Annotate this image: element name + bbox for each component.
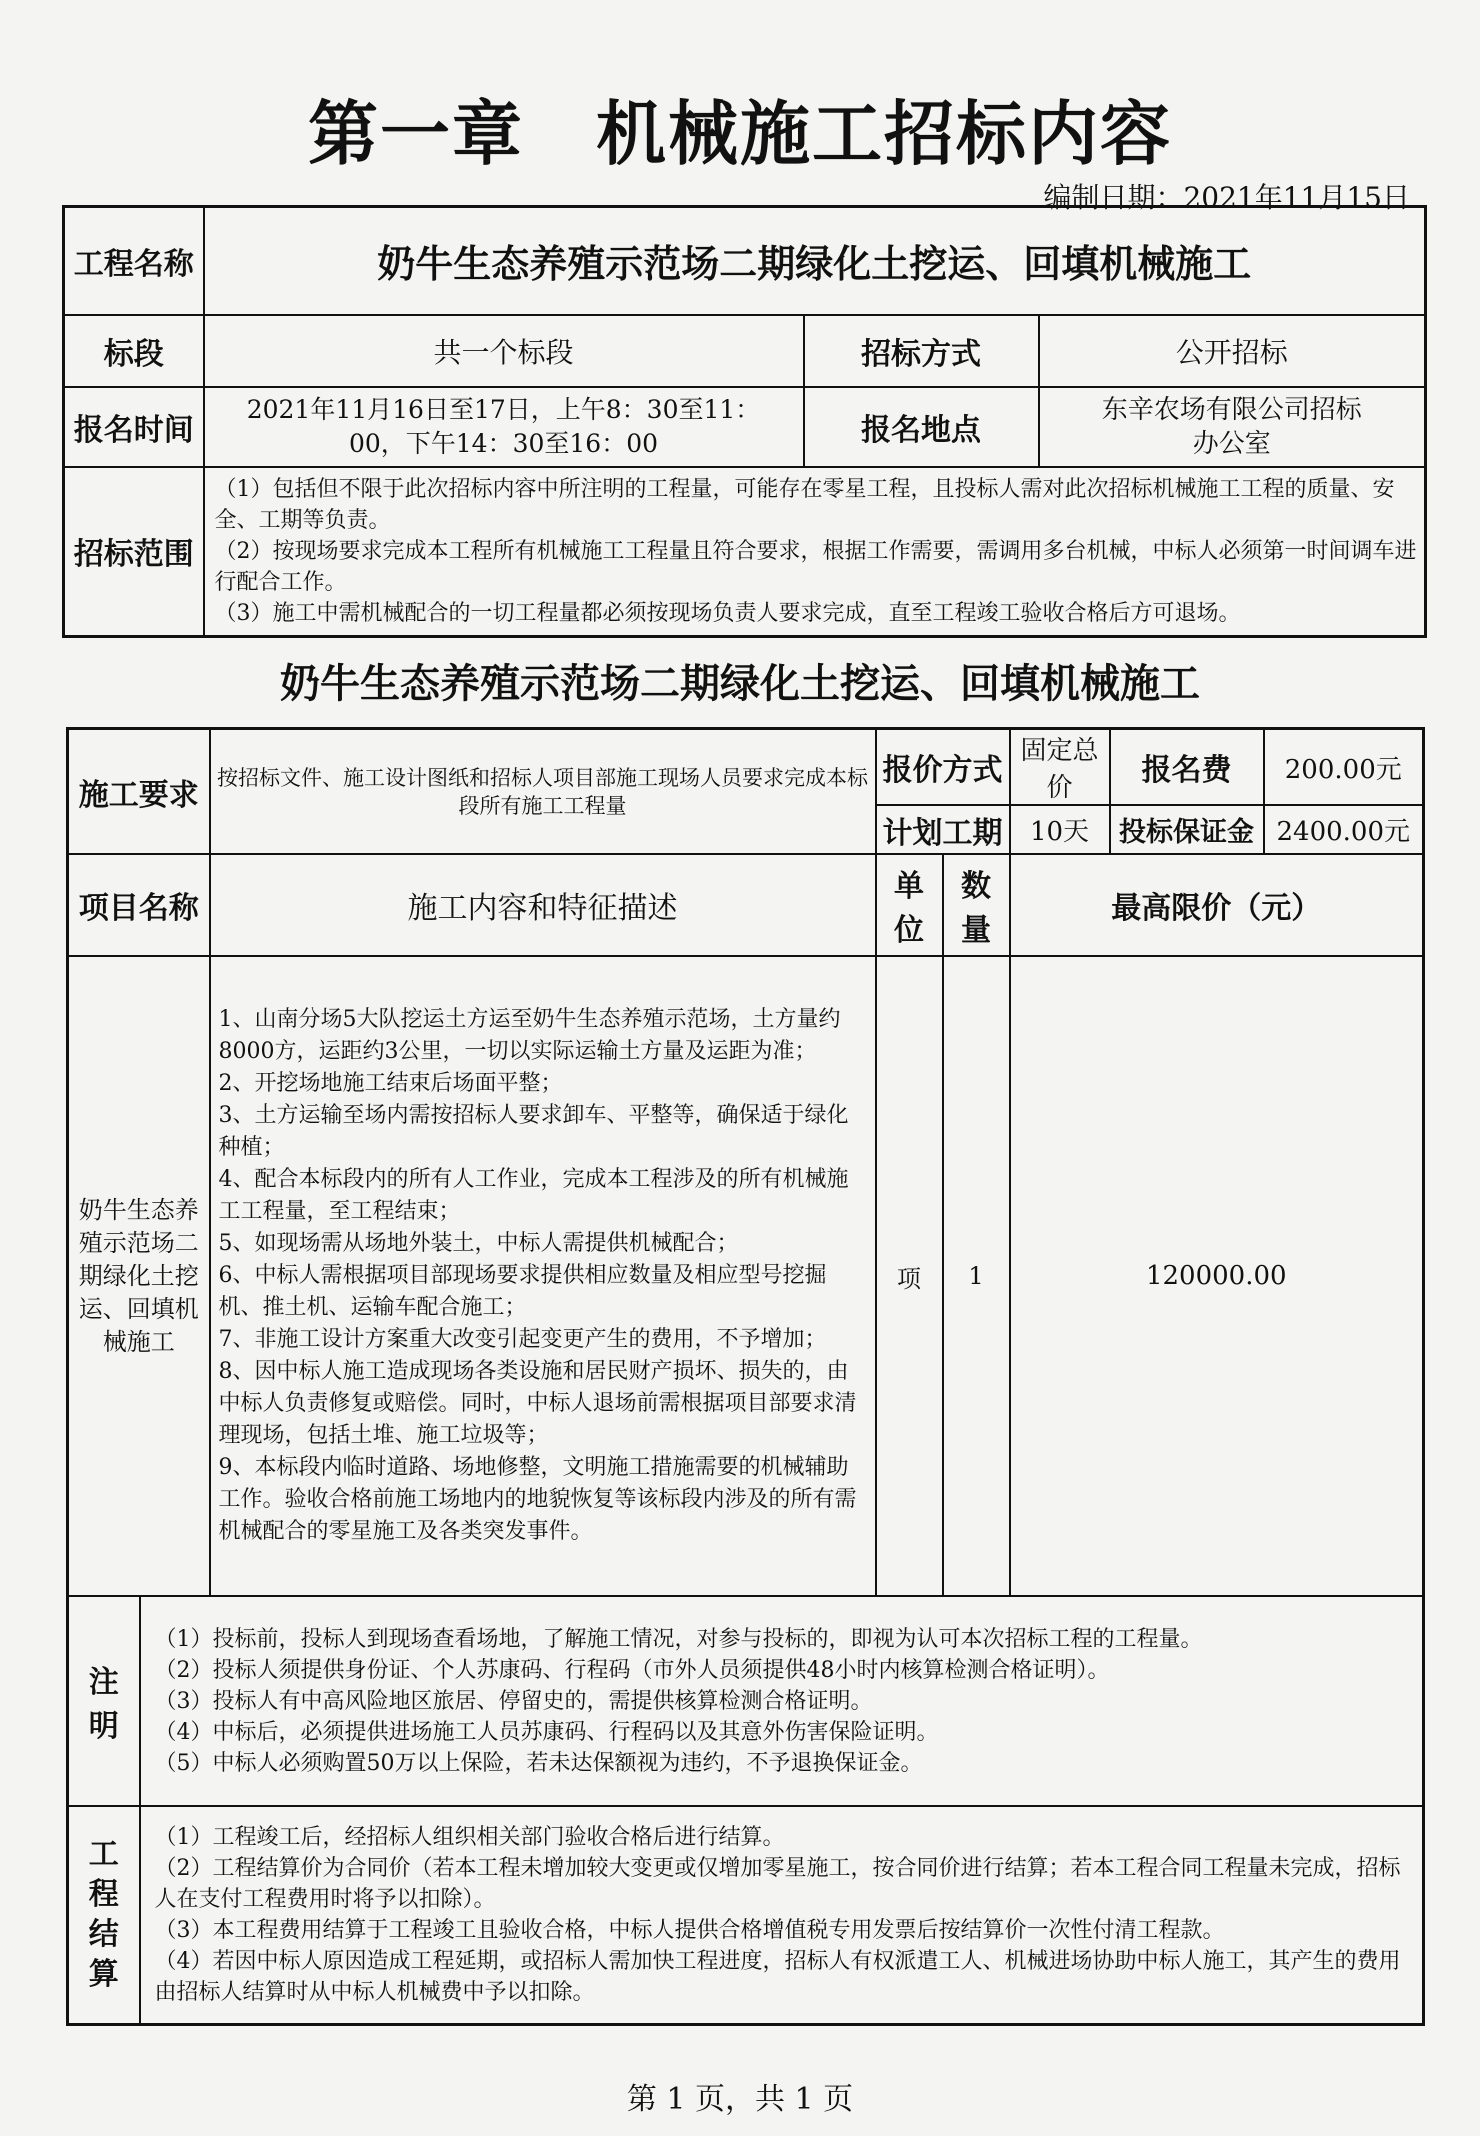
signup-fee-label: 报名费 (1110, 729, 1264, 806)
item-name: 奶牛生态养殖示范场二期绿化土挖运、回填机械施工 (68, 956, 210, 1596)
requirement-row-1 (68, 729, 1424, 806)
settlement-item: （4）若因中标人原因造成工程延期，或招标人需加快工程进度，招标人有权派遣工人、机械进场协助中标人施工，其产生的费用由招标人结算时从中标人机械费中予以扣除。 (154, 1948, 1401, 2005)
quote-method-label: 报价方式 (876, 729, 1010, 806)
header-row (68, 854, 1424, 956)
description-line: 4、配合本标段内的所有人工作业，完成本工程涉及的所有机械施工工程量，至工程结束； (218, 1167, 849, 1224)
scope-row (64, 467, 1426, 637)
signup-fee-value: 200.00元 (1264, 729, 1424, 806)
description-line: 3、土方运输至场内需按招标人要求卸车、平整等，确保适于绿化种植； (218, 1103, 849, 1160)
settlement-row (68, 1806, 1424, 2024)
tender-info-table (62, 205, 1427, 638)
item-unit: 项 (876, 956, 943, 1596)
item-description (210, 956, 876, 1596)
notes-label: 注明 (68, 1596, 140, 1806)
plan-period-label: 计划工期 (876, 805, 1010, 854)
description-line: 1、山南分场5大队挖运土方运至奶牛生态养殖示范场，土方量约8000方，运距约3公里，一切以实际运输土方量及运距为准； (218, 1007, 841, 1064)
construction-table (66, 727, 1425, 2026)
section-value: 共一个标段 (204, 315, 804, 387)
note-item: （4）中标后，必须提供进场施工人员苏康码、行程码以及其意外伤害保险证明。 (154, 1719, 939, 1745)
page-footer: 第 1 页，共 1 页 (626, 2082, 854, 2117)
scope-item: （1）包括但不限于此次招标内容中所注明的工程量，可能存在零星工程，且投标人需对此次招标机械施工工程的质量、安全、工期等负责。 (214, 476, 1395, 533)
description-line: 6、中标人需根据项目部现场要求提供相应数量及相应型号挖掘机、推土机、运输车配合施工； (218, 1263, 827, 1320)
chapter-title: 第一章 机械施工招标内容 (308, 93, 1172, 175)
signup-place-label: 报名地点 (804, 387, 1039, 467)
settlement-item: （3）本工程费用结算于工程竣工且验收合格，中标人提供合格增值税专用发票后按结算价一次性付清工程款。 (154, 1917, 1225, 1943)
signup-place-value: 东辛农场有限公司招标办公室 (1039, 387, 1426, 467)
section-row (64, 315, 1426, 387)
bid-bond-value: 2400.00元 (1264, 805, 1424, 854)
settlement-content (140, 1806, 1424, 2024)
header-unit: 单位 (876, 854, 943, 956)
description-line: 8、因中标人施工造成现场各类设施和居民财产损坏、损失的，由中标人负责修复或赔偿。同时，中标人退场前需根据项目部要求清理现场，包括土堆、施工垃圾等； (218, 1359, 857, 1448)
settlement-label: 工程结算 (68, 1806, 140, 2024)
project-name-label: 工程名称 (64, 207, 204, 315)
plan-period-value: 10天 (1010, 805, 1110, 854)
scope-label: 招标范围 (64, 467, 204, 637)
bid-method-value: 公开招标 (1039, 315, 1426, 387)
signup-row (64, 387, 1426, 467)
note-item: （2）投标人须提供身份证、个人苏康码、行程码（市外人员须提供48小时内核算检测合格证明）。 (154, 1657, 1110, 1683)
note-item: （1）投标前，投标人到现场查看场地，了解施工情况，对参与投标的，即视为认可本次招标工程的工程量。 (154, 1626, 1203, 1652)
notes-row (68, 1596, 1424, 1806)
scope-item: （3）施工中需机械配合的一切工程量都必须按现场负责人要求完成，直至工程竣工验收合格后方可退场。 (214, 600, 1241, 626)
quote-method-value: 固定总价 (1010, 729, 1110, 806)
note-item: （3）投标人有中高风险地区旅居、停留史的，需提供核算检测合格证明。 (154, 1688, 873, 1714)
item-row (68, 956, 1424, 1596)
scope-item: （2）按现场要求完成本工程所有机械施工工程量且符合要求，根据工作需要，需调用多台机械，中标人必须第一时间调车进行配合工作。 (214, 538, 1417, 595)
description-line: 2、开挖场地施工结束后场面平整； (218, 1071, 563, 1096)
description-line: 9、本标段内临时道路、场地修整，文明施工措施需要的机械辅助工作。验收合格前施工场地内的地貌恢复等该标段内涉及的所有需机械配合的零星施工及各类突发事件。 (218, 1455, 857, 1544)
header-quantity: 数量 (943, 854, 1010, 956)
note-item: （5）中标人必须购置50万以上保险，若未达保额视为违约，不予退换保证金。 (154, 1750, 923, 1776)
notes-content (140, 1596, 1424, 1806)
project-name-row (64, 207, 1426, 315)
section-label: 标段 (64, 315, 204, 387)
compile-date: 编制日期：2021年11月15日 (1043, 181, 1410, 214)
project-subtitle: 奶牛生态养殖示范场二期绿化土挖运、回填机械施工 (280, 661, 1200, 707)
signup-time-label: 报名时间 (64, 387, 204, 467)
project-name-value: 奶牛生态养殖示范场二期绿化土挖运、回填机械施工 (204, 207, 1426, 315)
description-line: 7、非施工设计方案重大改变引起变更产生的费用，不予增加； (218, 1327, 827, 1352)
scope-content (204, 467, 1426, 637)
construction-req-label: 施工要求 (68, 729, 210, 855)
settlement-item: （2）工程结算价为合同价（若本工程未增加较大变更或仅增加零星施工，按合同价进行结算；若本工程合同工程量未完成，招标人在支付工程费用时将予以扣除）。 (154, 1855, 1401, 1912)
settlement-item: （1）工程竣工后，经招标人组织相关部门验收合格后进行结算。 (154, 1824, 785, 1850)
description-line: 5、如现场需从场地外装土，中标人需提供机械配合； (218, 1231, 739, 1256)
header-description: 施工内容和特征描述 (210, 854, 876, 956)
item-max-price: 120000.00 (1010, 956, 1424, 1596)
header-max-price: 最高限价（元） (1010, 854, 1424, 956)
bid-method-label: 招标方式 (804, 315, 1039, 387)
item-quantity: 1 (943, 956, 1010, 1596)
construction-req-value: 按招标文件、施工设计图纸和招标人项目部施工现场人员要求完成本标段所有施工工程量 (210, 729, 876, 855)
bid-bond-label: 投标保证金 (1110, 805, 1264, 854)
header-item-name: 项目名称 (68, 854, 210, 956)
signup-time-value: 2021年11月16日至17日，上午8：30至11：00，下午14：30至16：00 (204, 387, 804, 467)
